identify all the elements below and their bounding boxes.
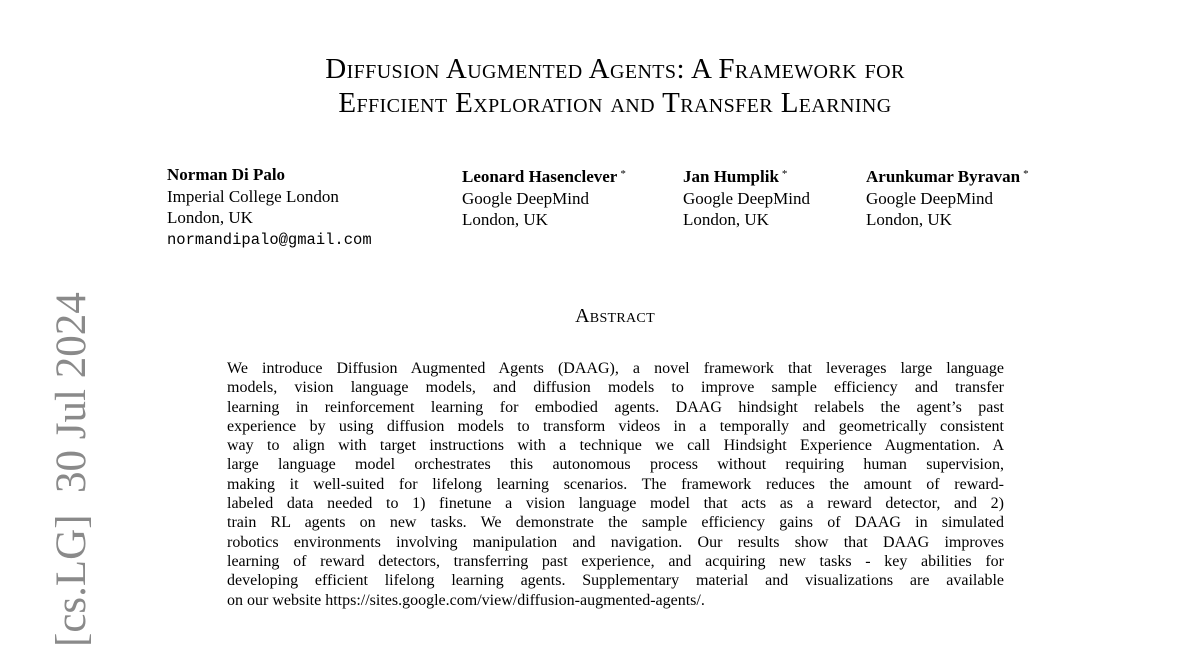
author-block-leonard-hasenclever	[462, 164, 626, 231]
arxiv-category: [cs.LG]	[48, 514, 95, 647]
author-affiliation: Imperial College London	[167, 186, 339, 206]
paper-title	[0, 52, 1200, 120]
abstract-line: We introduce Diffusion Augmented Agents (DAAG), a novel framework that leverages large language	[227, 360, 1004, 377]
author-affiliation: Google DeepMind	[462, 188, 590, 208]
author-location: London, UK	[167, 208, 253, 227]
abstract-line: developing efficient lifelong learning agents. Supplementary material and visualizations are available	[227, 572, 1004, 590]
author-affiliation: Google DeepMind	[683, 188, 811, 208]
author-name: Arunkumar Byravan *	[866, 167, 1029, 186]
paper-title-line-1: Diffusion Augmented Agents: A Framework for	[325, 53, 905, 85]
paper-title-line-2: Efficient Exploration and Transfer Learning	[338, 87, 892, 119]
equal-contribution-mark: *	[620, 168, 626, 180]
author-affiliation: Google DeepMind	[866, 188, 994, 208]
author-email: normandipalo@gmail.com	[167, 230, 372, 249]
author-location: London, UK	[866, 210, 952, 229]
equal-contribution-mark: *	[781, 168, 788, 180]
abstract-line: models, vision language models, and diffusion models to improve sample efficiency and transfer	[227, 379, 1004, 397]
abstract-body	[227, 359, 1004, 610]
abstract-line: learning of reward detectors, transferring past experience, and acquiring new tasks - key abilities for	[227, 552, 1004, 570]
author-location: London, UK	[683, 210, 769, 229]
abstract-line: robotics environments involving manipulation and navigation. Our results show that DAAG improves	[227, 533, 1004, 551]
abstract-line: making it well-suited for lifelong learning scenarios. The framework reduces the amount of reward-	[227, 475, 1004, 493]
abstract-line: experience by using diffusion models to transform videos in a temporally and geometrically consistent	[227, 417, 1004, 435]
equal-contribution-mark: *	[1023, 168, 1029, 180]
arxiv-date: 30 Jul 2024	[48, 292, 95, 493]
abstract-line: large language model orchestrates this autonomous process without requiring human supervision,	[227, 456, 1004, 474]
abstract-line: way to align with target instructions with a technique we call Hindsight Experience Augmentation. A	[227, 437, 1004, 455]
abstract-line: on our website https://sites.google.com/view/diffusion-augmented-agents/.	[227, 591, 705, 609]
author-name: Jan Humplik *	[683, 167, 788, 186]
abstract-heading: Abstract	[575, 305, 655, 327]
author-block-jan-humplik	[683, 164, 810, 231]
author-name: Norman Di Palo	[167, 165, 286, 184]
arxiv-identifier-stamp	[50, 292, 93, 647]
author-block-norman-di-palo	[167, 164, 372, 251]
abstract-line: learning in reinforcement learning for embodied agents. DAAG hindsight relabels the agent’s past	[227, 398, 1004, 416]
author-location: London, UK	[462, 210, 548, 229]
abstract-line: train RL agents on new tasks. We demonstrate the sample efficiency gains of DAAG in simulated	[227, 514, 1004, 532]
abstract-line: labeled data needed to 1) finetune a vision language model that acts as a reward detector, and 2)	[227, 495, 1004, 513]
author-name: Leonard Hasenclever *	[462, 167, 626, 186]
author-block-arunkumar-byravan	[866, 164, 1029, 231]
